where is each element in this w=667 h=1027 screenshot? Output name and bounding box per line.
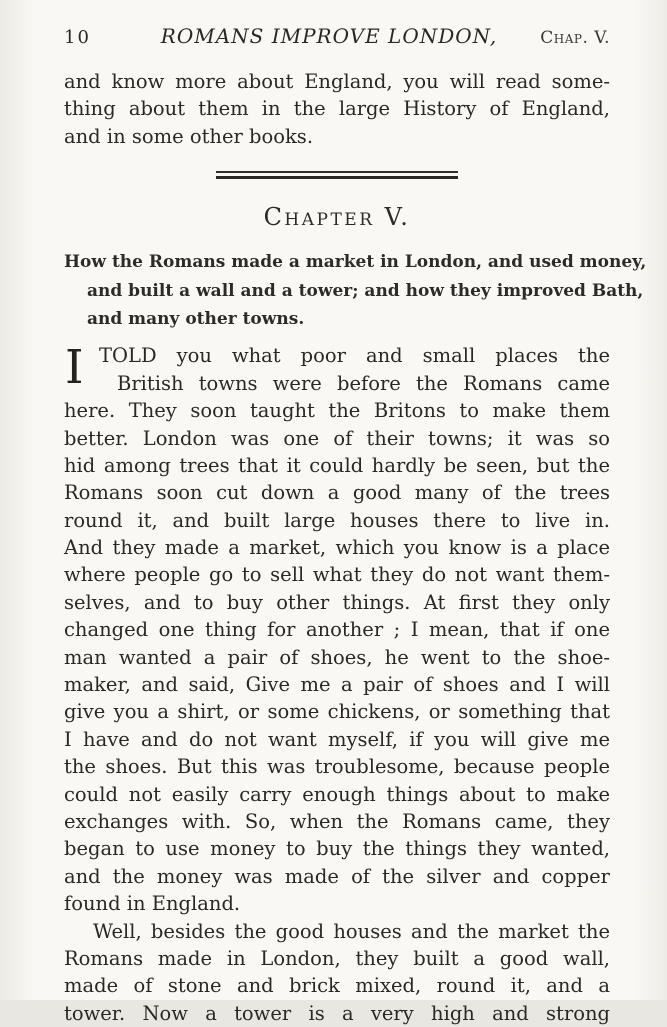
- intro-paragraph: [64, 68, 610, 150]
- text-line: give you a shirt, or some chickens, or something that: [64, 700, 610, 724]
- body-paragraph: [64, 918, 610, 1027]
- chapter-summary: [64, 248, 647, 333]
- text-line: hid among trees that it could hardly be seen, but the: [64, 453, 610, 477]
- text-line: thing about them in the large History of England,: [64, 97, 610, 121]
- text-line: selves, and to buy other things. At first they only: [64, 590, 610, 614]
- text-line: and know more about England, you will read some-: [64, 70, 610, 93]
- text-line: exchanges with. So, when the Romans came, they: [64, 809, 610, 833]
- text-line: TOLD you what poor and small places the: [99, 344, 610, 368]
- text-line: better. London was one of their towns; it was so: [64, 426, 610, 450]
- text-line: man wanted a pair of shoes, he went to the shoe-: [64, 645, 610, 669]
- text-line: and in some other books.: [64, 124, 314, 148]
- text-line: found in England.: [64, 892, 241, 916]
- text-line: made of stone and brick mixed, round it, and a: [64, 974, 610, 998]
- text-line: I have and do not want myself, if you will give me: [64, 727, 610, 751]
- summary-line: and built a wall and a tower; and how they improved Bath,: [87, 280, 644, 301]
- text-line: here. They soon taught the Britons to make them: [64, 399, 610, 423]
- text-line: maker, and said, Give me a pair of shoes and I will: [64, 673, 610, 697]
- text-line: the shoes. But this was troublesome, because people: [64, 755, 610, 779]
- drop-cap: I: [65, 340, 84, 396]
- summary-line: How the Romans made a market in London, and used money,: [64, 252, 647, 273]
- page-header: [64, 24, 610, 48]
- text-line: British towns were before the Romans came: [117, 371, 610, 395]
- section-divider: [64, 171, 610, 181]
- page-number: 10: [64, 27, 91, 48]
- text-line: Romans soon cut down a good many of the trees: [64, 481, 610, 505]
- chapter-marker: Chap. V.: [540, 28, 610, 48]
- text-line: began to use money to buy the things they wanted,: [64, 837, 610, 861]
- text-line: could not easily carry enough things about to make: [64, 782, 610, 806]
- summary-line: and many other towns.: [87, 308, 305, 329]
- text-line: changed one thing for another ; I mean, that if one: [64, 618, 610, 642]
- text-line: tower. Now a tower is a very high and strong: [64, 1001, 610, 1025]
- text-line: Well, besides the good houses and the market the: [93, 919, 610, 943]
- double-rule: [216, 171, 458, 179]
- chapter-heading: Chapter V.: [263, 203, 411, 232]
- running-title: ROMANS IMPROVE LONDON,: [160, 24, 498, 48]
- text-line: where people go to sell what they do not want them-: [64, 563, 610, 587]
- opening-paragraph: [64, 342, 610, 917]
- text-line: round it, and built large houses there to live in.: [64, 508, 610, 532]
- text-line: And they made a market, which you know is a place: [64, 536, 610, 560]
- text-line: Romans made in London, they built a good wall,: [64, 946, 610, 970]
- text-line: and the money was made of the silver and copper: [64, 864, 610, 888]
